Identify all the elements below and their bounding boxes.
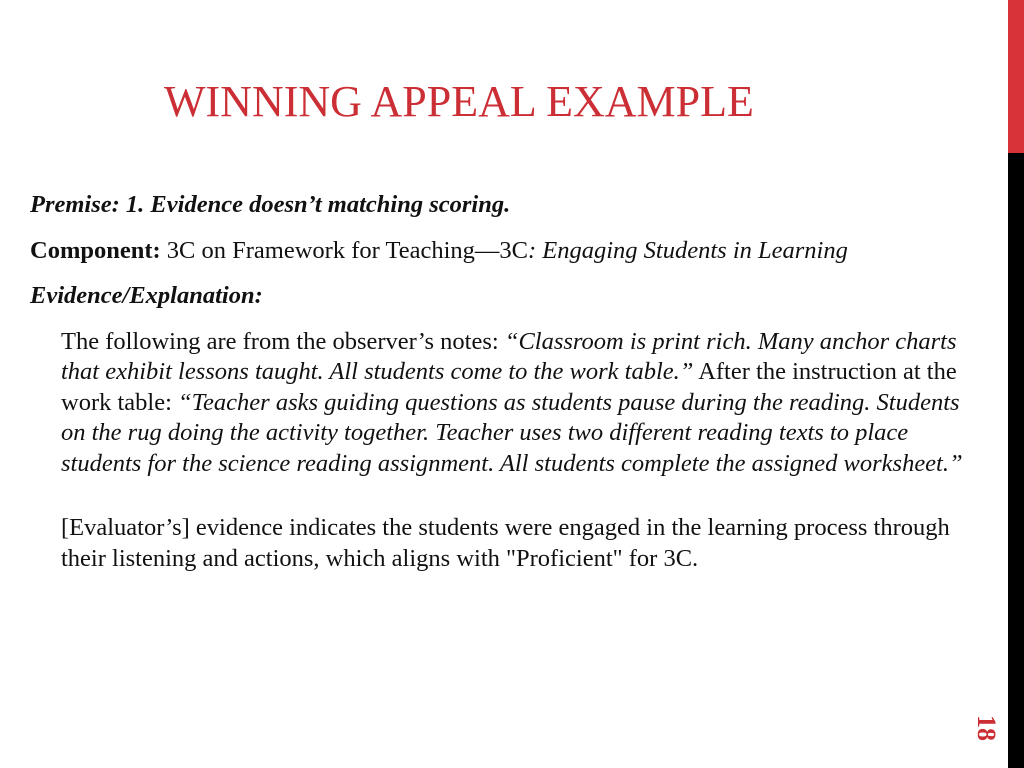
side-accent-bar-red bbox=[1008, 0, 1024, 153]
evaluator-paragraph: [Evaluator’s] evidence indicates the students were engaged in the learning process through their listening and actions, which aligns with "Proficient" for 3C. bbox=[61, 514, 950, 572]
premise-line: Premise: 1. Evidence doesn’t matching scoring. bbox=[30, 191, 511, 218]
evidence-intro: The following are from the observer’s notes: bbox=[61, 327, 505, 355]
component-italic-text: : Engaging Students in Learning bbox=[527, 236, 848, 264]
side-accent-bar-black bbox=[1008, 153, 1024, 768]
evidence-quote-1: “Classroom is print rich. Many anchor charts that exhibit lessons taught. All students come to the work table.” bbox=[61, 327, 957, 385]
page-number: 18 bbox=[972, 715, 1001, 741]
evidence-middle: After the instruction at the work table: bbox=[61, 358, 957, 416]
evidence-quote-2: “Teacher asks guiding questions as students pause during the reading. Students on the rug doing the activity together. Teacher uses two different reading texts to place students for the science reading assignment. All students complete the assigned worksheet.” bbox=[61, 388, 963, 477]
component-text: 3C on Framework for Teaching—3C bbox=[160, 236, 528, 264]
evidence-label: Evidence/Explanation: bbox=[30, 282, 263, 309]
component-label: Component: bbox=[30, 236, 161, 264]
slide-body bbox=[30, 190, 975, 589]
slide-title: WINNING APPEAL EXAMPLE bbox=[164, 77, 754, 126]
component-line bbox=[30, 236, 975, 267]
evidence-paragraph bbox=[61, 327, 975, 480]
